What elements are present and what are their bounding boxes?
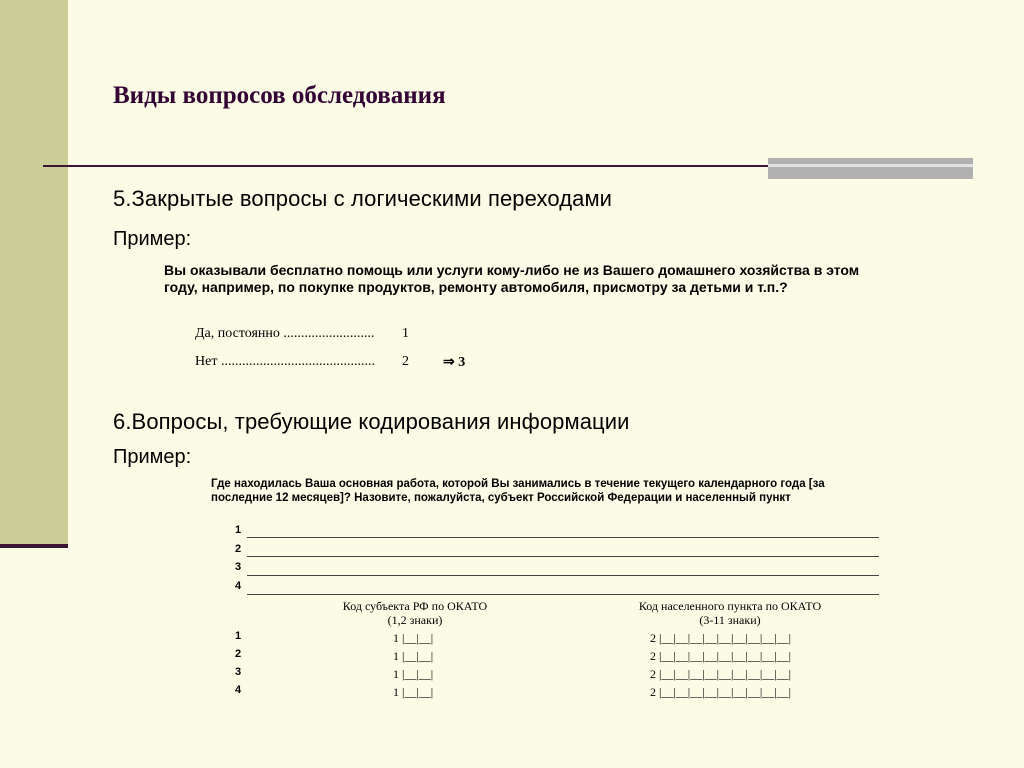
option-label-no: Нет ............................................ <box>195 354 375 369</box>
answer-row-label: 3 <box>235 561 242 573</box>
section6-question: Где находилась Ваша основная работа, которой Вы занимались в течение текущего календарного года [за последние 12 месяцев]? Назовите, пожалуйста, субъект Российской Федерации и населенный пункт <box>211 478 825 504</box>
option-label-yes: Да, постоянно .......................... <box>195 326 375 341</box>
code-boxes-locality: 2 |__|__|__|__|__|__|__|__|__| <box>650 631 792 645</box>
col2-header: Код населенного пункта по ОКАТО (3-11 знаки) <box>638 599 822 627</box>
answer-line <box>247 556 879 557</box>
section6-example-label: Пример: <box>113 446 192 468</box>
answer-row-label: 1 <box>235 524 242 536</box>
decor-grey-bar <box>768 158 973 179</box>
option-code-no: 2 <box>402 354 409 369</box>
code-boxes-locality: 2 |__|__|__|__|__|__|__|__|__| <box>650 685 792 699</box>
title-divider <box>43 165 770 167</box>
code-boxes-subject: 1 |__|__| <box>393 685 434 699</box>
code-boxes-subject: 1 |__|__| <box>393 649 434 663</box>
col1-header: Код субъекта РФ по ОКАТО (1,2 знаки) <box>342 599 488 627</box>
left-decor-bar <box>0 544 68 548</box>
code-row-number: 1 <box>235 630 242 642</box>
section5-heading: 5.Закрытые вопросы с логическими переходами <box>113 186 613 211</box>
slide-title: Виды вопросов обследования <box>113 82 446 109</box>
answer-line <box>247 594 879 595</box>
section5-example-label: Пример: <box>113 228 192 250</box>
answer-row-label: 4 <box>235 580 242 592</box>
code-row-number: 2 <box>235 648 242 660</box>
left-decor-band <box>0 0 68 545</box>
code-boxes-subject: 1 |__|__| <box>393 631 434 645</box>
code-boxes-locality: 2 |__|__|__|__|__|__|__|__|__| <box>650 649 792 663</box>
answer-row-label: 2 <box>235 543 242 555</box>
code-row-number: 3 <box>235 666 242 678</box>
skip-arrow: ⇒ 3 <box>443 355 466 370</box>
code-boxes-subject: 1 |__|__| <box>393 667 434 681</box>
answer-line <box>247 537 879 538</box>
answer-line <box>247 575 879 576</box>
section5-question: Вы оказывали бесплатно помощь или услуги кому-либо не из Вашего домашнего хозяйства в этом году, например, по покупке продуктов, ремонту автомобиля, присмотру за детьми и т.п.? <box>164 262 860 295</box>
option-code-yes: 1 <box>402 326 409 341</box>
section6-heading: 6.Вопросы, требующие кодирования информации <box>113 409 630 434</box>
code-row-number: 4 <box>235 684 242 696</box>
code-boxes-locality: 2 |__|__|__|__|__|__|__|__|__| <box>650 667 792 681</box>
